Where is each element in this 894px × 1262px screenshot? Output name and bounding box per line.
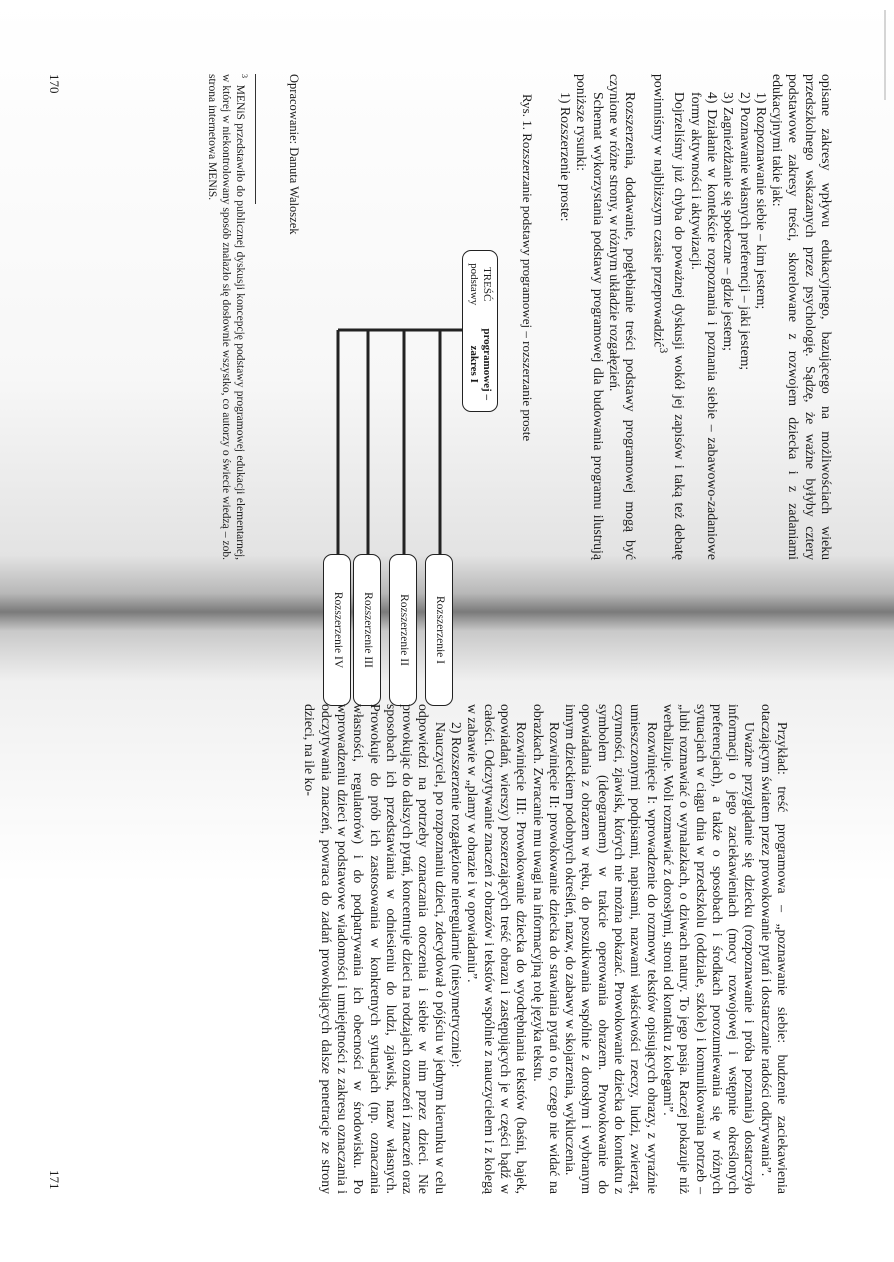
- footnote-ref: 3: [657, 347, 670, 354]
- list-item: 3) Zagnieżdżanie się społeczne – gdzie jestem;: [721, 92, 737, 351]
- diagram-node-rozszerzenie-2: Rozszerzenie II: [389, 554, 417, 706]
- list-item: 4) Działanie w kontekście rozpoznania i poznania siebie – zabawowo-zadaniowe formy aktywności i aktywizacji.: [688, 92, 720, 560]
- left-text-column: [205, 74, 834, 669]
- page-number: 171: [47, 1170, 62, 1190]
- paragraph: Uważne przyglądanie się dziecku (rozpoznawanie i próba poznania) dostarczyło informacji o jego zaciekawieniach (mocy rozwojowej i wstępnie określonych preferencjach), a także o sposobach i środkach porozumiewania się w różnych sytuacjach w ciągu dnia w przedszkolu (oddziale, szkole) i komunikowania potrzeb – „lubi rozmawiać o wynalazkach, o dziwach natury. To jego pasja. Raczej pokazuje niż werbalizuje. Woli rozmawiać z dorosłymi, stroni od kontaktu z kolegami”.: [660, 704, 758, 1194]
- root-label-line1: TREŚĆ podstawy: [468, 263, 494, 306]
- right-page: [0, 640, 894, 1262]
- diagram-node-rozszerzenie-3: Rozszerzenie III: [353, 554, 381, 706]
- paragraph: [650, 74, 687, 560]
- diagram-node-rozszerzenie-4: Rozszerzenie IV: [323, 554, 351, 706]
- paragraph: Przykład: treść programowa – „poznawanie siebie: budzenie zaciekawienia otaczającym światem przez prowokowanie pytań i dostarczanie radości odkrywania”.: [758, 704, 790, 1194]
- footnote-text: MENiS przedstawiło do publicznej dyskusji koncepcję podstawy programowej edukacji elementarnej, w której w niekontrolowany sposób znalazło się dosłownie wszystko, co autorzy o świecie wiedzą – zob. strona internetowa MENiS.: [206, 74, 247, 561]
- footnote-divider: [255, 74, 256, 204]
- root-label-line2: programowej – zakres I: [468, 328, 494, 400]
- footnote: [205, 74, 251, 560]
- figure-credit: Opracowanie: Danuta Waloszek: [287, 74, 302, 235]
- footnote-number: 3: [240, 74, 250, 78]
- figure-caption: Rys. 1. Rozszerzanie podstawy programowej – rozszerzanie proste: [519, 94, 535, 442]
- scan-mark: [884, 10, 886, 100]
- diagram-root-node: [462, 250, 498, 412]
- paragraph: Schemat wykorzystania podstawy programowej dla budowania programu ilustrują poniższe rysunki:: [574, 74, 606, 560]
- subheading: 2) Rozszerzenie rozgałęzione nieregularnie (niesymetrycznie):: [449, 722, 465, 1068]
- page-number: 170: [47, 74, 62, 94]
- subheading: 1) Rozszerzenie proste:: [557, 92, 573, 222]
- tree-diagram: [308, 74, 508, 669]
- paragraph: Nauczyciel, po rozpoznaniu dzieci, zdecydował o pójściu w jednym kierunku w celu odpowiedzi na potrzeby oznaczania otoczenia i siebie w nim przez dzieci. Nie prowokując do dalszych pytań, koncentruje dzieci na rodzajach oznaczeń i znaczeń oraz sposobach ich przedstawiania w odniesieniu do ludzi, zjawisk, nazw własnych. Prowokuje do prób ich zastosowania w konkretnych sytuacjach (np. oznaczania własności, regulatorów) i do podpatrywania ich obecności w środowisku. Po wprowadzeniu dzieci w podstawowe wiadomości i umiejętności z zakresu oznaczania i odczytywania znaczeń, powraca do zadań prowokujących dalsze penetracje ze strony dzieci, na ile ko-: [302, 704, 448, 1194]
- paragraph: Rozwinięcie III: Prowokowanie dziecka do wyodrębniania tekstów (baśni, bajek, opowiadań, wierszy) poszerzających treść obrazu i zastępujących je w części bądź w całości. Odczytywanie znaczeń z obrazów i tekstów wspólnie z nauczycielem i z kolegą w zabawie w „plamy w obrazie i w opowiadaniu”.: [465, 704, 530, 1194]
- paragraph: Rozwinięcie II: prowokowanie dziecka do stawiania pytań o to, czego nie widać na obrazkach. Zwracanie mu uwagi na informacyjną rolę języka tekstu.: [530, 704, 562, 1194]
- list-item: 2) Poznawanie własnych preferencji – jaki jestem;: [737, 92, 753, 371]
- paragraph-text: Dojrzeliśmy już chyba do poważnej dyskusji wokół jej zapisów i taką też debatę powinniśmy w najbliższym czasie przeprowadzić: [651, 74, 688, 560]
- paragraph: Rozszerzenia, dodawanie, pogłębianie treści podstawy programowej mogą być czynione w różne strony, w różnym układzie rozgałęzień.: [606, 74, 639, 560]
- diagram-node-rozszerzenie-1: Rozszerzenie I: [425, 554, 453, 706]
- right-text-column: [301, 704, 790, 1194]
- list-item: 1) Rozpoznawanie siebie – kim jestem;: [753, 92, 769, 310]
- paragraph: Rozwinięcie I: wprowadzenie do rozmowy tekstów opisujących obrazy, z wyraźnie umieszczonymi podpisami, napisami, nazwami właściwości rzeczy, ludzi, zwierząt, czynności, zjawisk, których nie można pokazać. Prowokowanie dziecka do kontaktu z symbolem (ideogramem) w trakcie operowania obrazem. Prowokowanie do opowiadania z obrazem w ręku, do poszukiwania wspólnie z dorosłym i wybranym innym dzieckiem podobnych określeń, nazw, do zabawy w skojarzenia, wykluczenia.: [563, 704, 660, 1194]
- paragraph: opisane zakresy wpływu edukacyjnego, bazującego na możliwościach wieku przedszkolnego wskazanych przez psychologię. Sądzę, że ważne byłyby cztery podstawowe zakresy treści, skorelowane z rozwojem dziecka i z zadaniami edukacyjnymi takie jak:: [770, 74, 834, 560]
